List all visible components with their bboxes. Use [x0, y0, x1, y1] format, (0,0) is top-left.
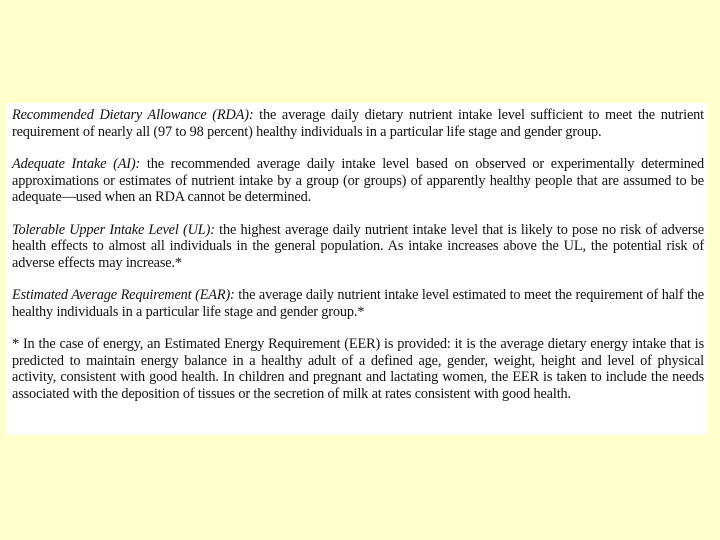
definition-rda [12, 107, 704, 140]
definition-ai-text: the recommended average daily intake level based on observed or experimentally determined approximations or estimates of nutrient intake by a group (or groups) of apparently healthy people that are assumed to be adequate—used when an RDA cannot be determined. [12, 156, 704, 205]
term-rda: Recommended Dietary Allowance (RDA): [12, 107, 254, 123]
definition-ul-text: the highest average daily nutrient intake level that is likely to pose no risk of adverse health effects to almost all individuals in the general population. As intake increases above the UL, the potential risk of adverse effects may increase.* [12, 221, 704, 271]
term-ear: Estimated Average Requirement (EAR): [12, 287, 235, 303]
energy-footnote: * In the case of energy, an Estimated Energy Requirement (EER) is provided: it is the average dietary energy intake that is predicted to maintain energy balance in a healthy adult of a defined age, gender, weight, height and level of physical activity, consistent with good health. In children and pregnant and lactating women, the EER is taken to include the needs associated with the deposition of tissues or the secretion of milk at rates consistent with good health. [12, 336, 704, 402]
definition-ul [12, 222, 704, 272]
definition-ear [12, 287, 704, 320]
scanned-definitions-image [7, 103, 707, 435]
term-ai: Adequate Intake (AI): [12, 156, 141, 172]
definition-ai [12, 156, 704, 206]
term-ul: Tolerable Upper Intake Level (UL): [12, 221, 215, 238]
definition-rda-text: the average daily dietary nutrient intake level sufficient to meet the nutrient requirement of nearly all (97 to 98 percent) healthy individuals in a particular life stage and gender group. [12, 107, 704, 140]
definition-ear-text: the average daily nutrient intake level estimated to meet the requirement of half the healthy individuals in a particular life stage and gender group.* [12, 287, 704, 320]
